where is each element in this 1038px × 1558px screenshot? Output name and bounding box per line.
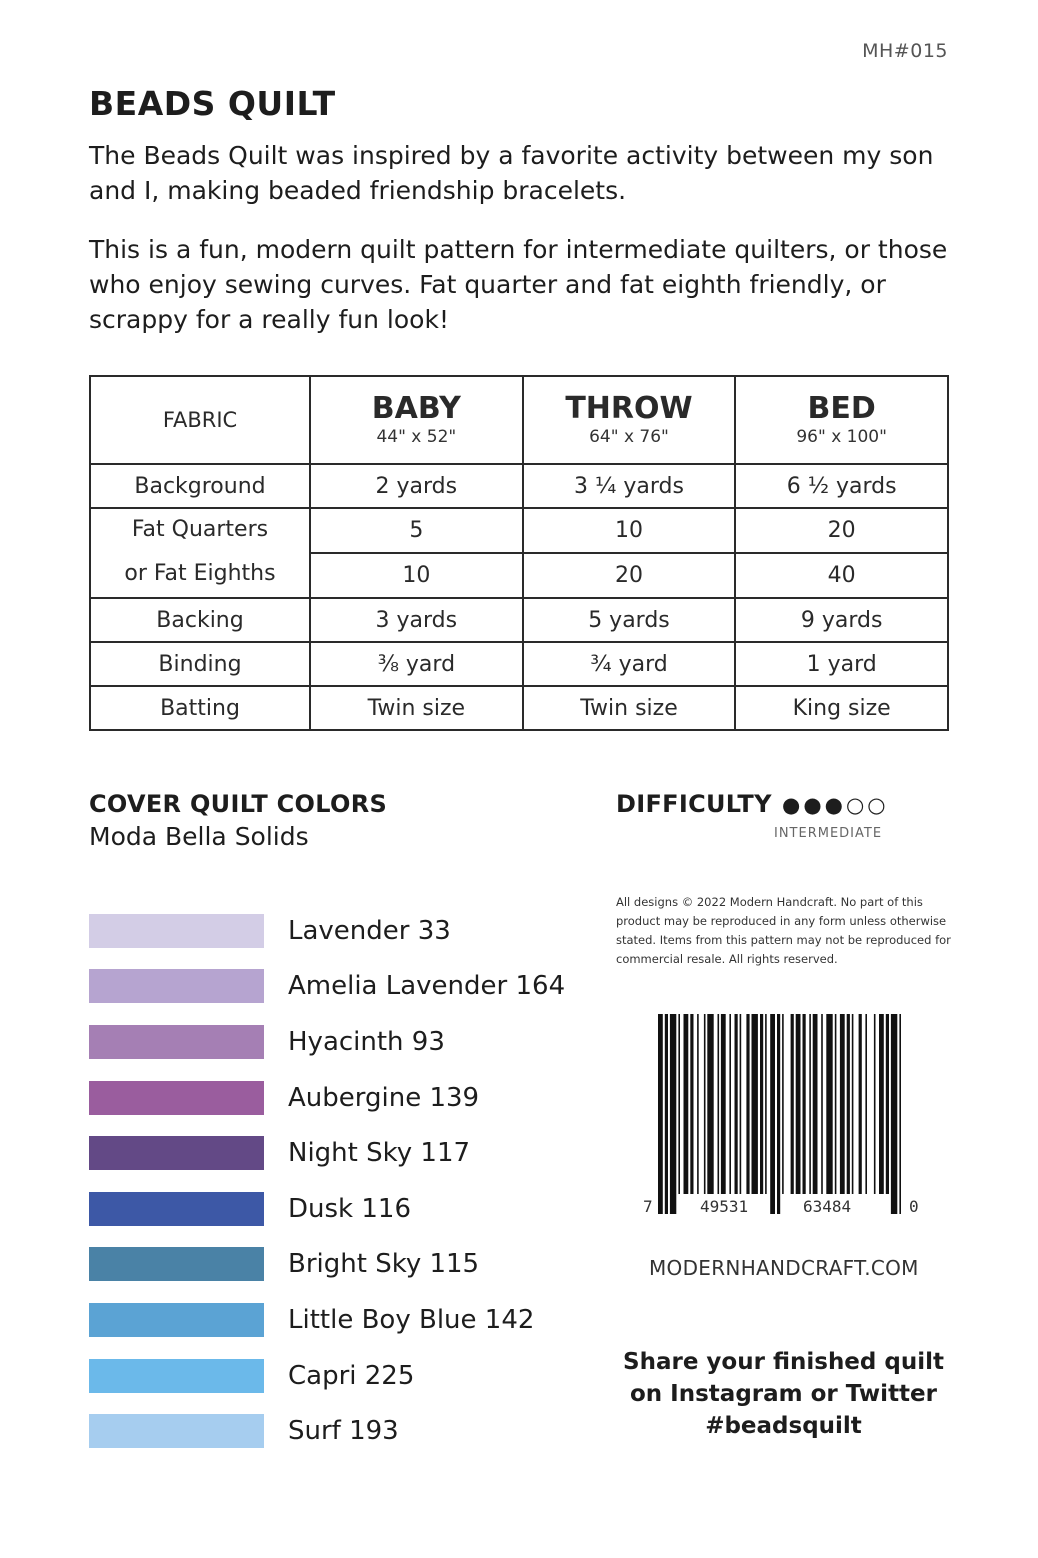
table-cell: 2 yards	[310, 464, 523, 508]
barcode-digits-right: 63484	[803, 1197, 852, 1216]
table-row	[90, 464, 948, 508]
color-label: Bright Sky 115	[288, 1249, 480, 1280]
color-label: Lavender 33	[288, 915, 451, 946]
table-cell: 9 yards	[735, 598, 948, 642]
size-header-bed	[735, 376, 948, 464]
table-cell: 3 ¼ yards	[523, 464, 736, 508]
barcode-bar	[665, 1014, 668, 1214]
row-label-fat	[90, 508, 310, 598]
fat-quarters-label: Fat Quarters	[131, 517, 269, 542]
color-swatch	[89, 1136, 264, 1170]
color-list-item	[89, 1348, 565, 1404]
difficulty-heading: DIFFICULTY	[616, 790, 772, 818]
barcode-bar	[821, 1014, 823, 1194]
barcode-bar	[891, 1014, 897, 1214]
barcode-bar	[765, 1014, 767, 1194]
table-cell: 40	[735, 553, 948, 598]
barcode-bar	[697, 1014, 699, 1194]
barcode-digit-lead: 7	[643, 1197, 653, 1216]
table-cell: 6 ½ yards	[735, 464, 948, 508]
barcode-bar	[746, 1014, 749, 1194]
barcode-bar	[859, 1014, 862, 1194]
barcode-bar	[791, 1014, 794, 1194]
color-label: Aubergine 139	[288, 1082, 480, 1113]
table-cell: 5 yards	[523, 598, 736, 642]
barcode	[640, 1014, 910, 1214]
barcode-bar	[852, 1014, 854, 1194]
color-swatch	[89, 914, 264, 948]
table-cell: 5	[310, 508, 523, 553]
color-list-item	[89, 1181, 565, 1237]
barcode-bar	[865, 1014, 867, 1194]
row-label: Batting	[90, 686, 310, 730]
table-row	[90, 508, 948, 553]
barcode-bar	[813, 1014, 818, 1194]
barcode-bar	[707, 1014, 713, 1194]
size-name: THROW	[565, 391, 693, 426]
barcode-bar	[752, 1014, 758, 1194]
table-cell: Twin size	[523, 686, 736, 730]
barcode-bar	[899, 1014, 901, 1214]
size-dimensions: 64" x 76"	[589, 427, 669, 447]
color-swatch	[89, 1303, 264, 1337]
color-list-item	[89, 959, 565, 1015]
table-cell: ¾ yard	[523, 642, 736, 686]
table-row	[90, 642, 948, 686]
barcode-bar	[847, 1014, 850, 1194]
barcode-bar	[740, 1014, 742, 1194]
barcode-bar	[879, 1014, 884, 1194]
barcode-bar	[735, 1014, 738, 1194]
table-header-row	[90, 376, 948, 464]
barcode-bar	[678, 1014, 680, 1194]
barcode-bar	[670, 1014, 676, 1214]
color-list-item	[89, 1292, 565, 1348]
barcode-bar	[782, 1014, 784, 1194]
barcode-digit-check: 0	[909, 1197, 919, 1216]
size-header-baby	[310, 376, 523, 464]
fabric-requirements-table	[89, 375, 949, 731]
barcode-bar	[704, 1014, 706, 1194]
table-cell: ⅜ yard	[310, 642, 523, 686]
barcode-bar	[874, 1014, 876, 1194]
barcode-bar	[770, 1014, 775, 1214]
color-label: Surf 193	[288, 1416, 399, 1447]
table-cell: 20	[735, 508, 948, 553]
color-list-item	[89, 903, 565, 959]
color-list-item	[89, 1125, 565, 1181]
size-name: BABY	[371, 391, 461, 426]
barcode-bar	[886, 1014, 889, 1194]
barcode-bar	[684, 1014, 689, 1194]
color-label: Dusk 116	[288, 1193, 411, 1224]
table-cell: 1 yard	[735, 642, 948, 686]
color-swatch	[89, 1359, 264, 1393]
barcode-digits-left: 49531	[700, 1197, 749, 1216]
color-label: Night Sky 117	[288, 1138, 471, 1169]
table-cell: 3 yards	[310, 598, 523, 642]
cover-colors-heading: COVER QUILT COLORS	[89, 790, 388, 818]
table-row	[90, 686, 948, 730]
barcode-bar	[690, 1014, 693, 1194]
color-list-item	[89, 1014, 565, 1070]
barcode-bar	[840, 1014, 845, 1194]
color-label: Capri 225	[288, 1360, 415, 1391]
color-label: Amelia Lavender 164	[288, 971, 566, 1002]
cover-colors-subtitle: Moda Bella Solids	[89, 822, 309, 851]
color-swatch	[89, 1081, 264, 1115]
color-swatch	[89, 1192, 264, 1226]
fabric-header-label: FABRIC	[162, 407, 238, 432]
difficulty-level: INTERMEDIATE	[774, 826, 883, 841]
share-message	[616, 1346, 951, 1442]
barcode-bar	[826, 1014, 832, 1194]
table-row	[90, 598, 948, 642]
intro-paragraph-1: The Beads Quilt was inspired by a favorite activity between my son and I, making beaded friendship bracelets.	[89, 141, 934, 205]
color-swatch	[89, 1247, 264, 1281]
pattern-number: MH#015	[862, 40, 948, 62]
color-swatch	[89, 1414, 264, 1448]
row-label: Binding	[90, 642, 310, 686]
barcode-bar	[803, 1014, 806, 1194]
color-list	[89, 903, 565, 1459]
intro-paragraph-2: This is a fun, modern quilt pattern for intermediate quilters, or those who enjoy sewing curves. Fat quarter and fat eighth friendly, or scrappy for a really fun look!	[89, 235, 948, 334]
size-dimensions: 44" x 52"	[376, 427, 457, 447]
color-list-item	[89, 1237, 565, 1293]
barcode-bar	[729, 1014, 731, 1194]
website-url: MODERNHANDCRAFT.COM	[649, 1256, 919, 1280]
size-header-throw	[523, 376, 736, 464]
share-line-1: Share your finished quilt	[623, 1349, 944, 1375]
color-label: Little Boy Blue 142	[288, 1304, 535, 1335]
table-cell: King size	[735, 686, 948, 730]
share-hashtag: #beadsquilt	[705, 1413, 862, 1439]
barcode-bar	[809, 1014, 811, 1194]
page-title: BEADS QUILT	[89, 84, 336, 123]
barcode-bar	[721, 1014, 726, 1194]
copyright-notice: All designs © 2022 Modern Handcraft. No part of this product may be reproduced in any form unless otherwise stated. Items from this pattern may not be reproduced for commercial resale. All rights reserved.	[616, 895, 951, 966]
fabric-header-cell	[90, 376, 310, 464]
table-cell: 20	[523, 553, 736, 598]
share-line-2: on Instagram or Twitter	[630, 1381, 937, 1407]
difficulty-dots: ●●●○○	[782, 793, 889, 817]
color-swatch	[89, 1025, 264, 1059]
barcode-bar	[777, 1014, 780, 1214]
barcode-bar	[718, 1014, 720, 1194]
color-list-item	[89, 1070, 565, 1126]
row-label: Backing	[90, 598, 310, 642]
barcode-bar	[835, 1014, 837, 1194]
table-cell: 10	[523, 508, 736, 553]
fat-eighths-label: or Fat Eighths	[124, 561, 276, 586]
barcode-bar	[658, 1014, 663, 1214]
row-label: Background	[90, 464, 310, 508]
table-cell: Twin size	[310, 686, 523, 730]
color-swatch	[89, 969, 264, 1003]
barcode-bar	[796, 1014, 801, 1194]
size-name: BED	[807, 391, 876, 426]
size-dimensions: 96" x 100"	[796, 427, 887, 447]
table-cell: 10	[310, 553, 523, 598]
color-label: Hyacinth 93	[288, 1026, 445, 1057]
barcode-bar	[760, 1014, 763, 1194]
color-list-item	[89, 1403, 565, 1459]
